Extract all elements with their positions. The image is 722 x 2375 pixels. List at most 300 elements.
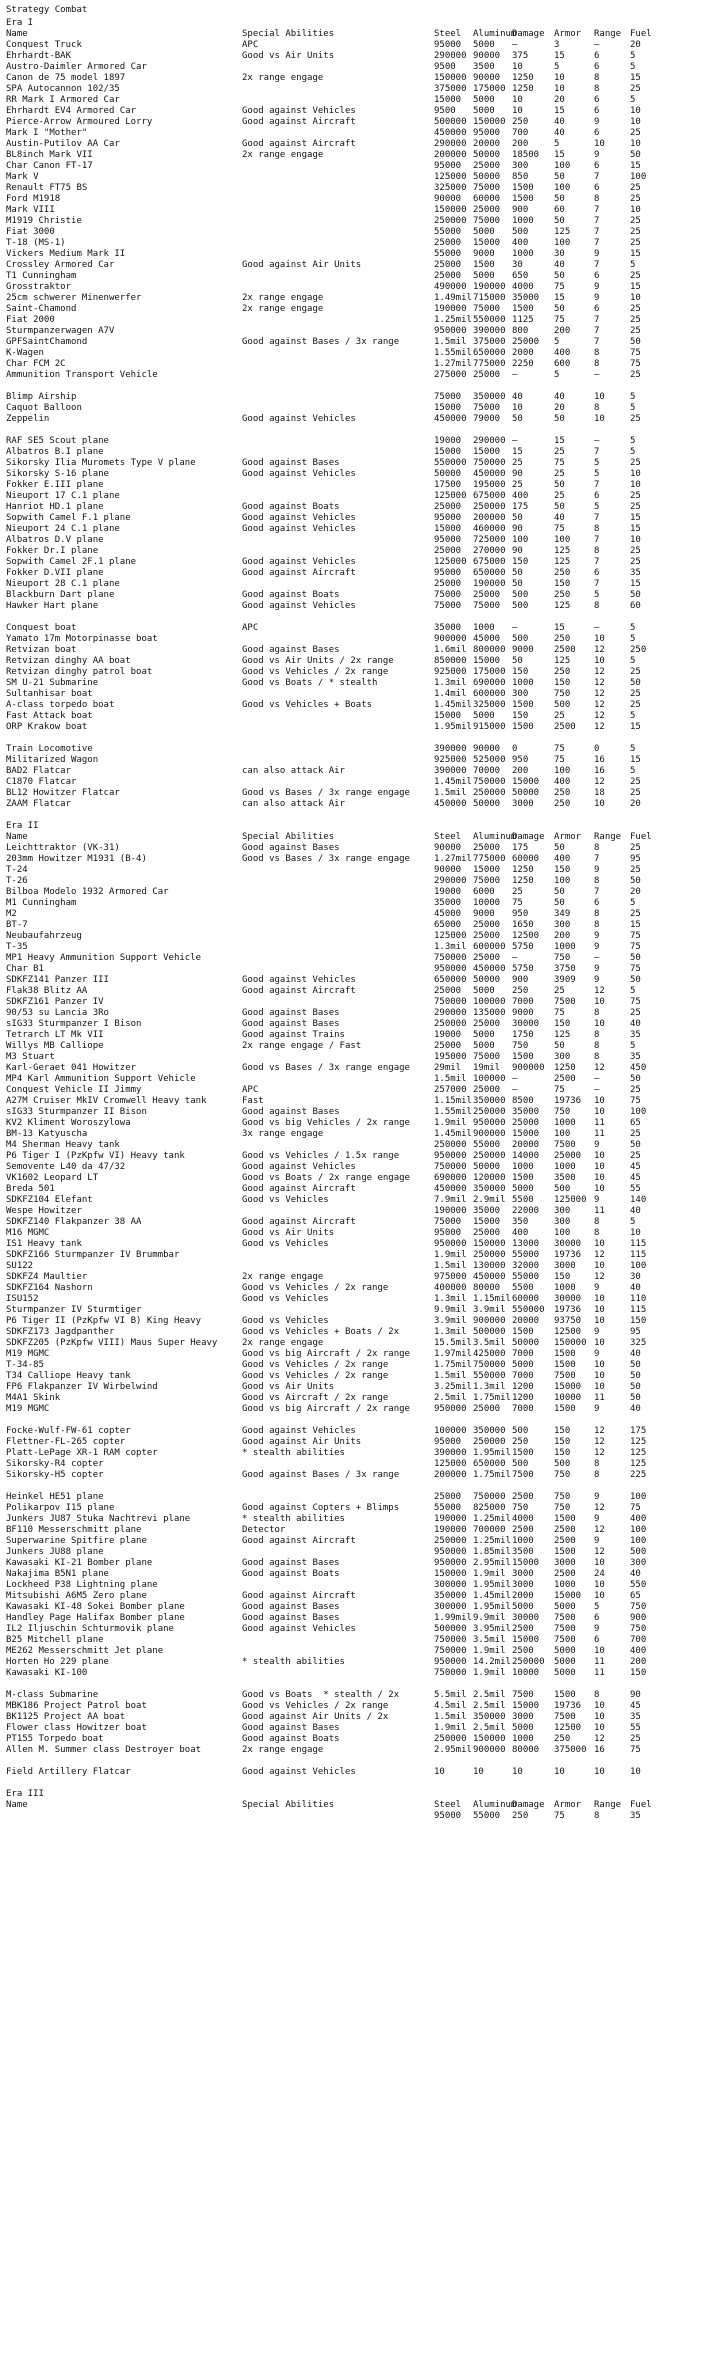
aluminum-cell: 500000: [473, 1327, 506, 1337]
armor-cell: 19736: [554, 1096, 582, 1106]
armor-cell: 750: [554, 1470, 571, 1480]
damage-cell: 200: [512, 139, 529, 149]
steel-cell: 9500: [434, 62, 456, 72]
range-cell: 11: [594, 1206, 605, 1216]
range-cell: 12: [594, 777, 605, 787]
steel-cell: 750000: [434, 1668, 467, 1678]
damage-cell: 250: [512, 986, 529, 996]
steel-cell: 25000: [434, 502, 462, 512]
abilities-cell: Good vs Bases / 3x range engage: [242, 854, 410, 864]
armor-cell: 50: [554, 304, 565, 314]
unit-row: [6, 667, 718, 678]
range-cell: 12: [594, 1426, 605, 1436]
abilities-cell: * stealth abilities: [242, 1657, 345, 1667]
aluminum-cell: 75000: [473, 216, 501, 226]
damage-cell: 1000: [512, 678, 534, 688]
range-cell: 8: [594, 1041, 600, 1051]
damage-cell: 80000: [512, 1745, 540, 1755]
unit-row: [6, 1063, 718, 1074]
fuel-cell: 25: [630, 502, 641, 512]
damage-cell: 2500: [512, 1624, 534, 1634]
steel-cell: 125000: [434, 491, 467, 501]
damage-cell: –: [512, 1074, 518, 1084]
unit-row: [6, 590, 718, 601]
damage-cell: 10: [512, 1767, 523, 1777]
steel-cell: 190000: [434, 1525, 467, 1535]
group-spacer: [6, 381, 718, 392]
unit-row: [6, 1151, 718, 1162]
damage-cell: 1500: [512, 194, 534, 204]
name-cell: Focke-Wulf-FW-61 copter: [6, 1426, 131, 1436]
aluminum-cell: 525000: [473, 755, 506, 765]
unit-row: [6, 1525, 718, 1536]
steel-cell: 400000: [434, 1283, 467, 1293]
aluminum-cell: 200000: [473, 513, 506, 523]
unit-row: [6, 1437, 718, 1448]
damage-cell: 150: [512, 557, 529, 567]
header-special-abilities: Special Abilities: [242, 29, 335, 39]
fuel-cell: 10: [630, 1228, 641, 1238]
steel-cell: 250000: [434, 1019, 467, 1029]
armor-cell: 7500: [554, 1613, 576, 1623]
steel-cell: 35000: [434, 898, 462, 908]
damage-cell: 10: [512, 62, 523, 72]
unit-row: [6, 722, 718, 733]
fuel-cell: 225: [630, 1470, 647, 1480]
aluminum-cell: 825000: [473, 1503, 506, 1513]
unit-row: [6, 656, 718, 667]
steel-cell: 950000: [434, 326, 467, 336]
range-cell: 8: [594, 84, 600, 94]
abilities-cell: Good against Aircraft: [242, 1591, 356, 1601]
name-cell: Karl-Geraet 041 Howitzer: [6, 1063, 137, 1073]
abilities-cell: APC: [242, 40, 259, 50]
name-cell: C1870 Flatcar: [6, 777, 77, 787]
unit-row: [6, 931, 718, 942]
damage-cell: 400: [512, 238, 529, 248]
damage-cell: 400: [512, 491, 529, 501]
group-spacer: [6, 612, 718, 623]
header-name: Name: [6, 29, 28, 39]
unit-row: [6, 997, 718, 1008]
unit-row: [6, 755, 718, 766]
damage-cell: 75: [512, 898, 523, 908]
name-cell: ME262 Messerschmitt Jet plane: [6, 1646, 164, 1656]
fuel-cell: 25: [630, 271, 641, 281]
aluminum-cell: 1.45mil: [473, 1591, 511, 1601]
steel-cell: 1.5mil: [434, 788, 467, 798]
aluminum-cell: 25000: [473, 161, 501, 171]
damage-cell: 1500: [512, 1173, 534, 1183]
range-cell: 8: [594, 1470, 600, 1480]
unit-row: [6, 744, 718, 755]
armor-cell: 50: [554, 194, 565, 204]
damage-cell: 25: [512, 887, 523, 897]
damage-cell: 350: [512, 1217, 529, 1227]
unit-row: [6, 1206, 718, 1217]
damage-cell: 25000: [512, 1118, 540, 1128]
fuel-cell: 25: [630, 700, 641, 710]
unit-row: [6, 865, 718, 876]
armor-cell: 250: [554, 590, 571, 600]
name-cell: Train Locomotive: [6, 744, 93, 754]
damage-cell: 15: [512, 447, 523, 457]
unit-row: [6, 1602, 718, 1613]
unit-row: [6, 689, 718, 700]
damage-cell: 175: [512, 843, 529, 853]
fuel-cell: 400: [630, 1646, 647, 1656]
range-cell: 11: [594, 1129, 605, 1139]
armor-cell: 150: [554, 1437, 571, 1447]
armor-cell: 750: [554, 1492, 571, 1502]
name-cell: Conquest Truck: [6, 40, 82, 50]
range-cell: 12: [594, 700, 605, 710]
armor-cell: 200: [554, 326, 571, 336]
name-cell: Retvizan dinghy AA boat: [6, 656, 131, 666]
range-cell: 10: [594, 997, 605, 1007]
unit-row: [6, 1338, 718, 1349]
steel-cell: 1.45mil: [434, 777, 472, 787]
fuel-cell: 25: [630, 1151, 641, 1161]
fuel-cell: 500: [630, 1547, 647, 1557]
steel-cell: 390000: [434, 766, 467, 776]
fuel-cell: 75: [630, 997, 641, 1007]
range-cell: 6: [594, 568, 600, 578]
fuel-cell: 25: [630, 546, 641, 556]
name-cell: Ehrhardt-BAK: [6, 51, 72, 61]
header-aluminum: Aluminum: [473, 832, 517, 842]
range-cell: 12: [594, 1437, 605, 1447]
name-cell: Albatros B.I plane: [6, 447, 104, 457]
abilities-cell: Good vs Vehicles / 2x range: [242, 1283, 389, 1293]
damage-cell: 500: [512, 634, 529, 644]
damage-cell: 55000: [512, 1250, 540, 1260]
aluminum-cell: 375000: [473, 337, 506, 347]
aluminum-cell: 1.95mil: [473, 1580, 511, 1590]
armor-cell: 349: [554, 909, 571, 919]
aluminum-cell: 25000: [473, 1228, 501, 1238]
abilities-cell: Good against Aircraft: [242, 568, 356, 578]
unit-row: [6, 106, 718, 117]
armor-cell: 500: [554, 1459, 571, 1469]
aluminum-cell: 15000: [473, 238, 501, 248]
fuel-cell: 10: [630, 480, 641, 490]
aluminum-cell: 3.95mil: [473, 1624, 511, 1634]
aluminum-cell: 950000: [473, 1118, 506, 1128]
name-cell: SM U-21 Submarine: [6, 678, 99, 688]
steel-cell: 975000: [434, 1272, 467, 1282]
steel-cell: 750000: [434, 1646, 467, 1656]
armor-cell: 1000: [554, 1283, 576, 1293]
unit-row: [6, 1008, 718, 1019]
name-cell: T-26: [6, 876, 28, 886]
steel-cell: 650000: [434, 975, 467, 985]
damage-cell: 13000: [512, 1239, 540, 1249]
name-cell: BT-7: [6, 920, 28, 930]
steel-cell: 925000: [434, 667, 467, 677]
aluminum-cell: 135000: [473, 1008, 506, 1018]
name-cell: Blackburn Dart plane: [6, 590, 115, 600]
unit-row: [6, 546, 718, 557]
range-cell: –: [594, 1074, 600, 1084]
abilities-cell: can also attack Air: [242, 799, 345, 809]
unit-row: [6, 1382, 718, 1393]
damage-cell: 2500: [512, 1525, 534, 1535]
unit-row: [6, 370, 718, 381]
abilities-cell: Good against Bases: [242, 458, 340, 468]
range-cell: 7: [594, 579, 600, 589]
armor-cell: 300: [554, 1217, 571, 1227]
armor-cell: 75: [554, 282, 565, 292]
steel-cell: 190000: [434, 304, 467, 314]
damage-cell: –: [512, 623, 518, 633]
unit-row: [6, 1448, 718, 1459]
damage-cell: 900: [512, 975, 529, 985]
unit-row: [6, 513, 718, 524]
aluminum-cell: 150000: [473, 1239, 506, 1249]
range-cell: 7: [594, 337, 600, 347]
steel-cell: 75000: [434, 590, 462, 600]
name-cell: Handley Page Halifax Bomber plane: [6, 1613, 185, 1623]
armor-cell: 2500: [554, 1525, 576, 1535]
aluminum-cell: 1.95mil: [473, 1602, 511, 1612]
range-cell: 9: [594, 975, 600, 985]
armor-cell: 100: [554, 161, 571, 171]
abilities-cell: Good against Bases: [242, 1602, 340, 1612]
armor-cell: 400: [554, 348, 571, 358]
fuel-cell: 50: [630, 953, 641, 963]
range-cell: 10: [594, 1019, 605, 1029]
steel-cell: 250000: [434, 216, 467, 226]
abilities-cell: Good against Vehicles: [242, 601, 356, 611]
armor-cell: 50: [554, 172, 565, 182]
aluminum-cell: 1.75mil: [473, 1470, 511, 1480]
name-cell: Fokker Dr.I plane: [6, 546, 99, 556]
damage-cell: 1650: [512, 920, 534, 930]
header-armor: Armor: [554, 832, 582, 842]
damage-cell: 2250: [512, 359, 534, 369]
steel-cell: 25000: [434, 579, 462, 589]
range-cell: 12: [594, 1734, 605, 1744]
abilities-cell: Good vs Air Units: [242, 1382, 335, 1392]
aluminum-cell: 75000: [473, 601, 501, 611]
name-cell: M4A1 Skink: [6, 1393, 61, 1403]
aluminum-cell: 100000: [473, 1074, 506, 1084]
fuel-cell: 75: [630, 931, 641, 941]
range-cell: 6: [594, 271, 600, 281]
unit-row: [6, 1701, 718, 1712]
fuel-cell: 35: [630, 1811, 641, 1821]
name-cell: Ford M1918: [6, 194, 61, 204]
range-cell: 9: [594, 117, 600, 127]
damage-cell: 4000: [512, 282, 534, 292]
abilities-cell: 2x range engage: [242, 150, 324, 160]
fuel-cell: 10: [630, 117, 641, 127]
unit-row: [6, 1096, 718, 1107]
aluminum-cell: 60000: [473, 194, 501, 204]
header-fuel: Fuel: [630, 832, 652, 842]
armor-cell: 15: [554, 436, 565, 446]
unit-row: [6, 1723, 718, 1734]
fuel-cell: 40: [630, 1404, 641, 1414]
damage-cell: 60000: [512, 1294, 540, 1304]
damage-cell: 500: [512, 1426, 529, 1436]
fuel-cell: 25: [630, 183, 641, 193]
unit-row: [6, 887, 718, 898]
era-section: [6, 1789, 718, 1822]
steel-cell: 350000: [434, 1591, 467, 1601]
range-cell: 5: [594, 469, 600, 479]
damage-cell: 5500: [512, 1195, 534, 1205]
steel-cell: 190000: [434, 1206, 467, 1216]
armor-cell: 375000: [554, 1745, 587, 1755]
range-cell: 7: [594, 535, 600, 545]
armor-cell: 30000: [554, 1294, 582, 1304]
armor-cell: 10000: [554, 1393, 582, 1403]
steel-cell: 950000: [434, 1547, 467, 1557]
armor-cell: 7500: [554, 1624, 576, 1634]
name-cell: Conquest boat: [6, 623, 77, 633]
aluminum-cell: 150000: [473, 1734, 506, 1744]
aluminum-cell: 75000: [473, 1052, 501, 1062]
steel-cell: 250000: [434, 1734, 467, 1744]
name-cell: Superwarine Spitfire plane: [6, 1536, 147, 1546]
name-cell: M-class Submarine: [6, 1690, 99, 1700]
armor-cell: 15: [554, 293, 565, 303]
abilities-cell: Good vs Boats / 2x range engage: [242, 1173, 410, 1183]
armor-cell: 2500: [554, 1074, 576, 1084]
damage-cell: 35000: [512, 293, 540, 303]
fuel-cell: 5: [630, 51, 636, 61]
armor-cell: 40: [554, 117, 565, 127]
unit-row: [6, 491, 718, 502]
fuel-cell: 5: [630, 403, 636, 413]
range-cell: 10: [594, 1184, 605, 1194]
armor-cell: 40: [554, 513, 565, 523]
aluminum-cell: 250000: [473, 502, 506, 512]
abilities-cell: Good vs Air Units: [242, 51, 335, 61]
damage-cell: 0: [512, 744, 518, 754]
steel-cell: 290000: [434, 139, 467, 149]
name-cell: MBK186 Project Patrol boat: [6, 1701, 147, 1711]
fuel-cell: 5: [630, 986, 636, 996]
range-cell: 10: [594, 1107, 605, 1117]
damage-cell: 90: [512, 469, 523, 479]
unit-row: [6, 1228, 718, 1239]
aluminum-cell: 10: [473, 1767, 484, 1777]
damage-cell: 9000: [512, 645, 534, 655]
name-cell: Sturmpanzerwagen A7V: [6, 326, 115, 336]
damage-cell: 2500: [512, 1492, 534, 1502]
header-fuel: Fuel: [630, 29, 652, 39]
era-title: Era III: [6, 1789, 44, 1799]
steel-cell: 1.27mil: [434, 359, 472, 369]
armor-cell: 15: [554, 150, 565, 160]
armor-cell: 30000: [554, 1239, 582, 1249]
abilities-cell: Good vs Vehicles + Boats: [242, 700, 373, 710]
name-cell: Wespe Howitzer: [6, 1206, 82, 1216]
abilities-cell: Good vs Vehicles / 2x range: [242, 667, 389, 677]
aluminum-cell: 775000: [473, 359, 506, 369]
fuel-cell: 45: [630, 1162, 641, 1172]
name-cell: Hanriot HD.1 plane: [6, 502, 104, 512]
aluminum-cell: 325000: [473, 700, 506, 710]
steel-cell: 950000: [434, 1404, 467, 1414]
fuel-cell: 25: [630, 843, 641, 853]
abilities-cell: 2x range engage: [242, 293, 324, 303]
fuel-cell: 55: [630, 1184, 641, 1194]
abilities-cell: Good against Aircraft: [242, 117, 356, 127]
range-cell: 10: [594, 1239, 605, 1249]
range-cell: 10: [594, 1558, 605, 1568]
unit-row: [6, 854, 718, 865]
damage-cell: 7000: [512, 1371, 534, 1381]
fuel-cell: 5: [630, 656, 636, 666]
range-cell: 12: [594, 1547, 605, 1557]
range-cell: 6: [594, 128, 600, 138]
steel-cell: 290000: [434, 1008, 467, 1018]
range-cell: 9: [594, 1349, 600, 1359]
range-cell: 7: [594, 216, 600, 226]
fuel-cell: 5: [630, 711, 636, 721]
armor-cell: 125: [554, 601, 571, 611]
abilities-cell: Good against Aircraft: [242, 1217, 356, 1227]
name-cell: MP4 Karl Ammunition Support Vehicle: [6, 1074, 196, 1084]
unit-row: [6, 337, 718, 348]
name-cell: Nakajima B5N1 plane: [6, 1569, 109, 1579]
abilities-cell: Good against Aircraft: [242, 139, 356, 149]
damage-cell: 1250: [512, 73, 534, 83]
abilities-cell: Good against Bases: [242, 1019, 340, 1029]
damage-cell: 30: [512, 260, 523, 270]
steel-cell: 25000: [434, 271, 462, 281]
armor-cell: 50: [554, 898, 565, 908]
damage-cell: 100: [512, 535, 529, 545]
unit-row: [6, 117, 718, 128]
fuel-cell: 50: [630, 1360, 641, 1370]
steel-cell: 750000: [434, 953, 467, 963]
steel-cell: 125000: [434, 172, 467, 182]
range-cell: 6: [594, 1635, 600, 1645]
abilities-cell: Good against Vehicles: [242, 557, 356, 567]
aluminum-cell: 600000: [473, 689, 506, 699]
name-cell: Canon de 75 model 1897: [6, 73, 126, 83]
fuel-cell: 90: [630, 1690, 641, 1700]
armor-cell: 2500: [554, 1536, 576, 1546]
damage-cell: 10: [512, 403, 523, 413]
name-cell: Sopwith Camel F.1 plane: [6, 513, 131, 523]
steel-cell: 150000: [434, 205, 467, 215]
unit-row: [6, 678, 718, 689]
range-cell: 8: [594, 843, 600, 853]
range-cell: 10: [594, 1767, 605, 1777]
fuel-cell: 5: [630, 898, 636, 908]
steel-cell: 1.5mil: [434, 1371, 467, 1381]
steel-cell: 1.3mil: [434, 1327, 467, 1337]
steel-cell: 50000: [434, 469, 462, 479]
aluminum-cell: 95000: [473, 128, 501, 138]
name-cell: Militarized Wagon: [6, 755, 99, 765]
armor-cell: 250: [554, 788, 571, 798]
unit-row: [6, 1052, 718, 1063]
fuel-cell: 15: [630, 282, 641, 292]
damage-cell: 30000: [512, 1019, 540, 1029]
range-cell: 12: [594, 986, 605, 996]
name-cell: Lockheed P38 Lightning plane: [6, 1580, 158, 1590]
fuel-cell: 50: [630, 876, 641, 886]
abilities-cell: Good against Bases: [242, 1107, 340, 1117]
range-cell: 9: [594, 1536, 600, 1546]
